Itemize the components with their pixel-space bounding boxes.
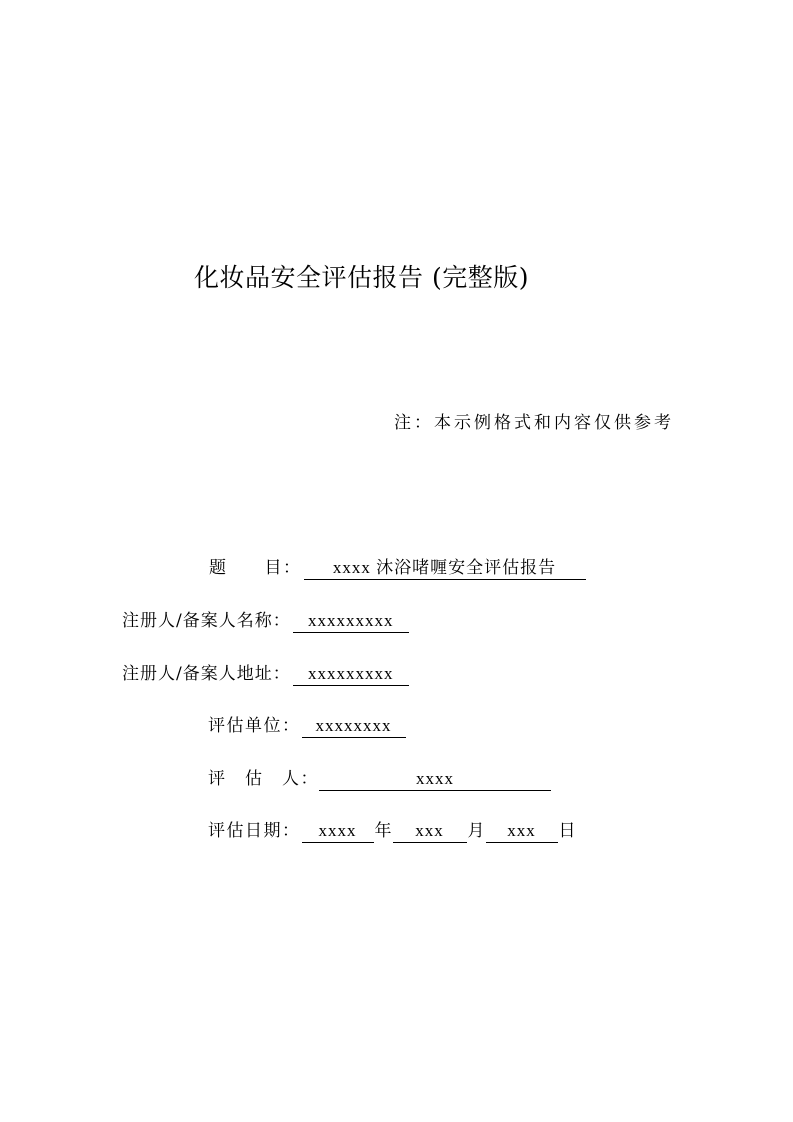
date-month-value[interactable]: xxx (393, 821, 467, 843)
assessor-row (208, 767, 551, 791)
assessment-date-row (208, 819, 577, 843)
assessment-unit-label: 评估单位： (208, 716, 301, 736)
subject-label: 题 目： (209, 558, 302, 578)
date-month-unit: 月 (467, 821, 485, 841)
subject-row (209, 556, 586, 580)
registrant-address-row (122, 662, 409, 686)
date-year-unit: 年 (374, 821, 392, 841)
subject-value[interactable]: xxxx 沐浴啫喱安全评估报告 (304, 558, 586, 580)
date-day-unit: 日 (558, 821, 576, 841)
assessor-label: 评 估 人： (208, 769, 319, 789)
date-year-value[interactable]: xxxx (302, 821, 374, 843)
document-title: 化妆品安全评估报告 (完整版) (194, 263, 529, 292)
registrant-name-value[interactable]: xxxxxxxxx (293, 611, 409, 633)
date-day-value[interactable]: xxx (486, 821, 558, 843)
assessment-unit-value[interactable]: xxxxxxxx (302, 716, 406, 738)
assessment-unit-row (208, 714, 406, 738)
registrant-address-label: 注册人/备案人地址： (122, 664, 291, 684)
assessment-date-label: 评估日期： (208, 821, 301, 841)
registrant-name-label: 注册人/备案人名称： (122, 611, 291, 631)
registrant-name-row (122, 609, 409, 633)
registrant-address-value[interactable]: xxxxxxxxx (293, 664, 409, 686)
reference-note: 注：本示例格式和内容仅供参考 (394, 413, 674, 433)
assessor-value[interactable]: xxxx (319, 769, 551, 791)
